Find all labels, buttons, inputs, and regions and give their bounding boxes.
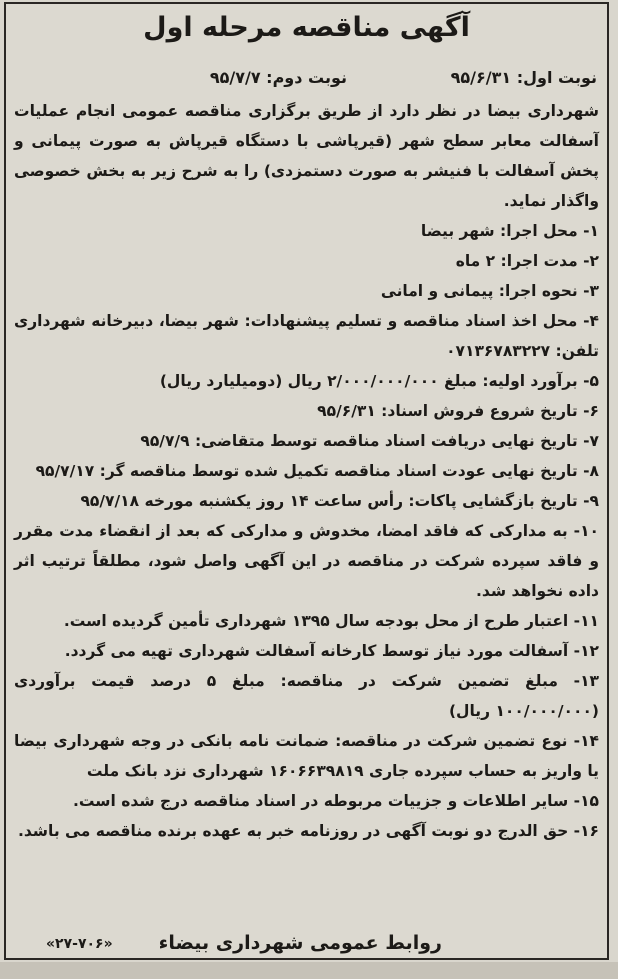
item-4: ۴- محل اخذ اسناد مناقصه و تسلیم پیشنهادات: شهر بیضا، دبیرخانه شهرداری تلفن: ۰۷۱۳۶۷۸۳۲۲۷ [14, 312, 599, 360]
item-6: ۶- تاریخ شروع فروش اسناد: ۹۵/۶/۳۱ [317, 402, 599, 420]
item-11: ۱۱- اعتبار طرح از محل بودجه سال ۱۳۹۵ شهرداری تأمین گردیده است. [63, 612, 599, 630]
second-round-date: نوبت دوم: ۹۵/۷/۷ [209, 68, 347, 87]
item-13: ۱۳- مبلغ تضمین شرکت در مناقصه: مبلغ ۵ درصد قیمت برآوردی (۱۰۰/۰۰۰/۰۰۰ ریال) [14, 672, 599, 720]
ad-code: «۲۷-۷۰۶» [46, 936, 113, 952]
first-round-date: نوبت اول: ۹۵/۶/۳۱ [450, 68, 597, 87]
publication-rounds [6, 68, 607, 92]
item-8: ۸- تاریخ نهایی عودت اسناد مناقصه تکمیل شده توسط مناقصه گر: ۹۵/۷/۱۷ [35, 462, 599, 480]
item-12: ۱۲- آسفالت مورد نیاز توسط کارخانه آسفالت شهرداری تهیه می گردد. [64, 642, 599, 660]
notice-title: آگهی مناقصه مرحله اول [143, 12, 470, 43]
public-relations-signature: روابط عمومی شهرداری بیضاء [158, 932, 442, 954]
item-7: ۷- تاریخ نهایی دریافت اسناد مناقصه توسط متقاضی: ۹۵/۷/۹ [140, 432, 599, 450]
page-bottom-strip [0, 962, 618, 979]
item-5: ۵- برآورد اولیه: مبلغ ۲/۰۰۰/۰۰۰/۰۰۰ ریال (دومیلیارد ریال) [159, 372, 599, 390]
item-3: ۳- نحوه اجرا: پیمانی و امانی [380, 282, 599, 300]
item-2: ۲- مدت اجرا: ۲ ماه [455, 252, 599, 270]
item-16: ۱۶- حق الدرج دو نوبت آگهی در روزنامه خبر به عهده برنده مناقصه می باشد. [17, 822, 599, 840]
item-14: ۱۴- نوع تضمین شرکت در مناقصه: ضمانت نامه بانکی در وجه شهرداری بیضا یا واریز به حساب سپرده جاری ۱۶۰۶۶۳۹۸۱۹ شهرداری نزد بانک ملت [14, 732, 599, 780]
item-10: ۱۰- به مدارکی که فاقد امضا، مخدوش و مدارکی که بعد از انقضاء مدت مقرر و فاقد سپرده شرکت در مناقصه در این آگهی واصل شود، مطلقاً ترتیب اثر داده نخواهد شد. [14, 522, 599, 600]
item-1: ۱- محل اجرا: شهر بیضا [420, 222, 599, 240]
notice-body [14, 96, 599, 846]
intro-paragraph: شهرداری بیضا در نظر دارد از طریق برگزاری مناقصه عمومی انجام عملیات آسفالت معابر سطح شهر (قیرپاشی با دستگاه قیرپاش به صورت پیمانی و پخش آسفالت با فنیشر به صورت دستمزدی) را به شرح زیر به بخش خصوصی واگذار نماید. [14, 102, 599, 210]
item-9: ۹- تاریخ بازگشایی پاکات: رأس ساعت ۱۴ روز یکشنبه مورخه ۹۵/۷/۱۸ [80, 492, 599, 510]
item-15: ۱۵- سایر اطلاعات و جزییات مربوطه در اسناد مناقصه درج شده است. [72, 792, 599, 810]
notice-footer [6, 932, 607, 960]
notice-frame [4, 2, 609, 960]
